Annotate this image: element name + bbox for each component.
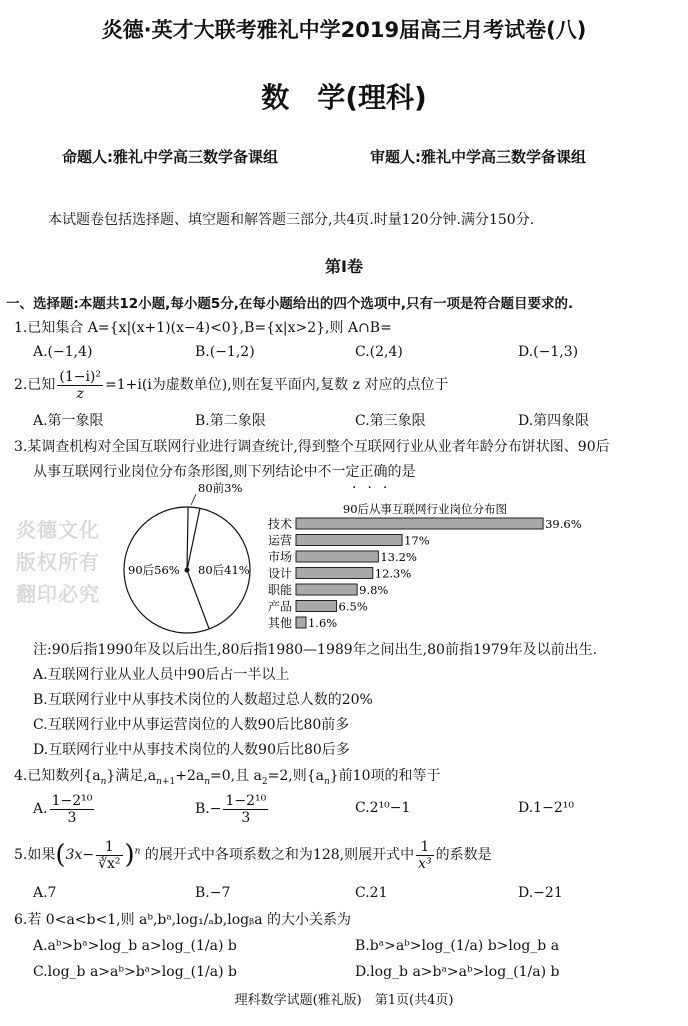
left-paren: ( — [55, 840, 66, 870]
q2-denominator: z — [76, 385, 84, 402]
q4-text: 4.已知数列{a — [14, 768, 101, 784]
bar-value-label: 39.6% — [545, 517, 582, 531]
q1-stem: 1.已知集合 A={x|(x+1)(x−4)<0},B={x|x>2},则 A∩B= — [14, 320, 392, 336]
q1-option-a: A.(−1,4) — [33, 344, 93, 360]
numerator: 1−2¹⁰ — [225, 792, 267, 809]
reviewer: 审题人:雅礼中学高三数学备课组 — [370, 148, 587, 166]
denominator: 3 — [67, 809, 77, 826]
numerator: 1 — [96, 839, 122, 856]
denominator: 3 — [241, 809, 251, 826]
pie-label: 80前3% — [198, 481, 243, 495]
bar-category-label: 产品 — [268, 599, 293, 614]
q6-option-c: C.log_b a>aᵇ>bᵃ>log_(1/a) b — [33, 964, 237, 980]
page-footer: 理科数学试题(雅礼版) 第1页(共4页) — [234, 993, 454, 1008]
bar-value-label: 1.6% — [307, 616, 338, 630]
q3-option-a: A.互联网行业从业人员中90后占一半以上 — [33, 667, 290, 683]
emphasis-dots: ··· — [352, 480, 399, 496]
right-paren: ) — [124, 840, 135, 870]
watermark: 翻印必究 — [16, 582, 100, 606]
bar — [296, 518, 543, 529]
q4-option-b — [195, 792, 270, 826]
subject-title: 数 学(理科) — [261, 81, 427, 114]
age-pie-chart — [124, 481, 250, 633]
q2-option-a: A.第一象限 — [33, 413, 104, 429]
q6-option-a: A.aᵇ>bᵃ>log_b a>log_(1/a) b — [33, 938, 237, 954]
q3-note: 注:90后指1990年及以后出生,80后指1980—1989年之间出生,80前指1979年及以前出生. — [33, 642, 598, 658]
bar — [296, 535, 402, 546]
q3-stem-line2: 从事互联网行业岗位分布条形图,则下列结论中不一定正确的是 — [33, 464, 416, 480]
watermark: 炎德文化 — [16, 518, 100, 542]
bar — [296, 568, 373, 579]
q2-prefix: 2.已知 — [14, 377, 56, 393]
q3-option-d: D.互联网行业中从事技术岗位的人数90后比80后多 — [33, 742, 350, 758]
q4-text: }前10项的和等于 — [329, 768, 441, 784]
q5-option-d: D.−21 — [518, 885, 563, 901]
numerator: 1−2¹⁰ — [51, 792, 93, 809]
pie-center — [185, 568, 190, 573]
q2-option-b: B.第二象限 — [195, 413, 266, 429]
q5-stem — [14, 836, 492, 874]
bar-category-label: 设计 — [268, 566, 293, 581]
q6-option-d: D.log_b a>bᵃ>aᵇ>log_(1/a) b — [355, 964, 560, 980]
bar-category-label: 职能 — [268, 583, 293, 597]
q4-text: =2,则{a — [267, 768, 324, 784]
option-label: A. — [33, 801, 48, 817]
q4-stem: 4.已知数列$\{a_n\}$满足$,a_{n+1}+2a_n=0$,且 $a_2=2$,则$\{a_n\}$前10项的和等于 — [14, 768, 441, 787]
bar-value-label: 12.3% — [374, 566, 412, 581]
denominator: ∛x² — [98, 855, 121, 872]
q3-option-b: B.互联网行业中从事技术岗位的人数超过总人数的20% — [33, 692, 373, 708]
q4-option-a — [33, 792, 96, 826]
volume-title: 第Ⅰ卷 — [325, 257, 363, 276]
bar-value-label: 13.2% — [380, 550, 417, 564]
q5-option-b: B.−7 — [195, 885, 231, 901]
bar — [296, 617, 306, 628]
bar-value-label: 9.8% — [359, 583, 389, 597]
setter: 命题人:雅礼中学高三数学备课组 — [62, 148, 279, 166]
q6-stem: 6.若 0<a<b<1,则 aᵇ,bᵃ,log₁/ₐb,logᵦa 的大小关系为 — [14, 912, 351, 928]
q1-option-b: B.(−1,2) — [195, 344, 255, 360]
q5-text: 的展开式中各项系数之和为128,则展开式中 — [144, 847, 415, 863]
section-heading: 一、选择题:本题共12小题,每小题5分,在每小题给出的四个选项中,只有一项是符合题目要求的. — [6, 296, 574, 312]
denominator: x³ — [418, 855, 432, 872]
q2-fraction — [57, 369, 103, 402]
q4-option-c: C.2¹⁰−1 — [355, 800, 411, 816]
q5-expr: 3x− — [65, 847, 95, 863]
pie-leader-line — [191, 494, 196, 505]
bar — [296, 551, 378, 562]
pie-label: 90后56% — [128, 563, 180, 577]
q2-stem — [14, 368, 448, 402]
intro: 本试题卷包括选择题、填空题和解答题三部分,共4页.时量120分钟.满分150分. — [48, 212, 535, 228]
q4-text: }满足,a — [106, 768, 157, 784]
q6-option-b: B.bᵃ>aᵇ>log_(1/a) b>log_b a — [355, 938, 560, 954]
q3-charts — [0, 480, 688, 640]
bar-value-label: 6.5% — [338, 599, 368, 614]
q4-text: =0,且 a — [210, 768, 262, 784]
q2-numerator: (1−i)² — [59, 368, 102, 385]
q5-option-a: A.7 — [33, 885, 57, 901]
bar-category-label: 市场 — [268, 550, 293, 564]
q2-suffix: =1+i(i为虚数单位),则在复平面内,复数 z 对应的点位于 — [105, 377, 449, 393]
q4-option-d: D.1−2¹⁰ — [518, 800, 574, 816]
exponent: n — [134, 846, 141, 857]
exam-title: 炎德·英才大联考雅礼中学2019届高三月考试卷(八) — [101, 18, 587, 42]
bar-chart-title: 90后从事互联网行业岗位分布图 — [342, 502, 508, 516]
q2-option-d: D.第四象限 — [518, 413, 590, 429]
q5-option-c: C.21 — [355, 885, 388, 901]
pie-label: 80后41% — [198, 563, 250, 577]
q3-stem-line1: 3.某调查机构对全国互联网行业进行调查统计,得到整个互联网行业从业者年龄分布饼状图、90后 — [14, 439, 610, 455]
numerator: 1 — [416, 839, 434, 856]
q1-option-d: D.(−1,3) — [518, 344, 579, 360]
q5-text: 的系数是 — [435, 847, 492, 863]
q4-text: +2a — [175, 768, 205, 784]
bar-category-label: 其他 — [268, 616, 293, 630]
bar-category-label: 运营 — [268, 533, 293, 548]
option-label: B.− — [195, 801, 222, 817]
q1-option-c: C.(2,4) — [355, 344, 403, 360]
bar-value-label: 17% — [404, 533, 430, 548]
watermark: 版权所有 — [16, 550, 100, 574]
q5-text: 5.如果 — [14, 847, 56, 863]
q2-option-c: C.第三象限 — [355, 413, 426, 429]
bar — [296, 601, 337, 612]
bar — [296, 584, 357, 595]
job-bar-chart — [268, 502, 582, 630]
q3-option-c: C.互联网行业中从事运营岗位的人数90后比80前多 — [33, 717, 350, 733]
bar-category-label: 技术 — [268, 517, 293, 531]
